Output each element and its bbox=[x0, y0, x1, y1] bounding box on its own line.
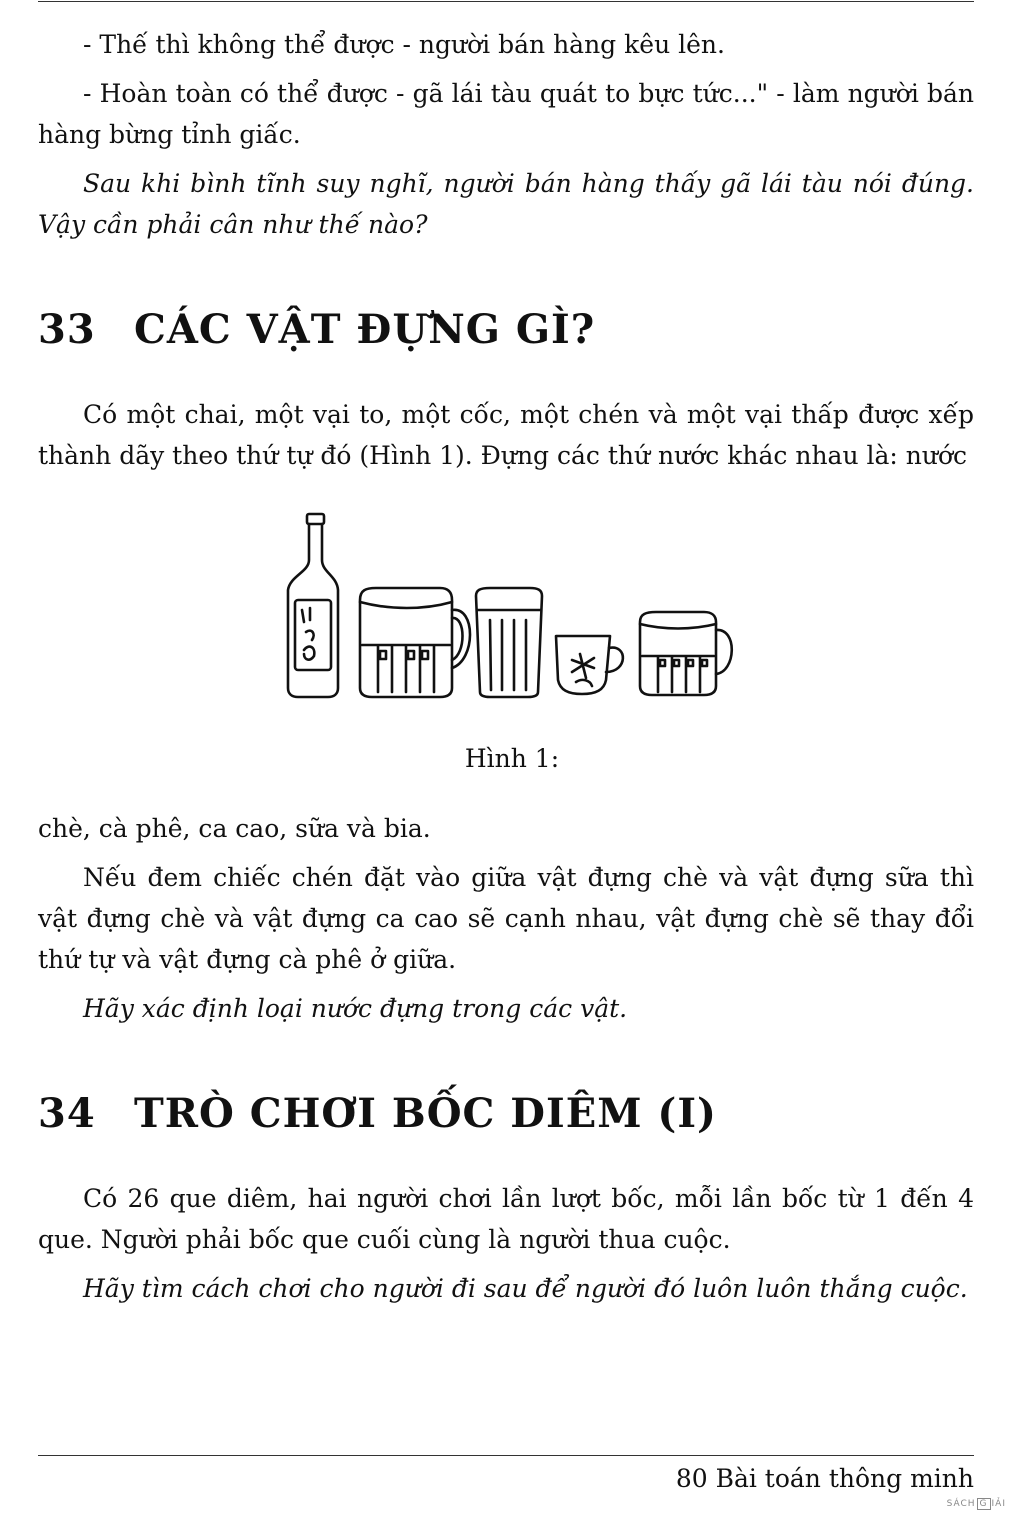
cup-illustration bbox=[556, 636, 623, 694]
publisher-logo bbox=[947, 1498, 1006, 1510]
section-34-number: 34 bbox=[38, 1090, 96, 1137]
section-34-paragraph-1: Có 26 que diêm, hai người chơi lần lượt bốc, mỗi lần bốc từ 1 đến 4 que. Người phải bốc que cuối cùng là người thua cuộc. bbox=[38, 1184, 974, 1254]
section-34-question: Hãy tìm cách chơi cho người đi sau để người đó luôn luôn thắng cuộc. bbox=[83, 1274, 968, 1303]
bottom-rule bbox=[38, 1455, 974, 1456]
dialogue-line-2: - Hoàn toàn có thể được - gã lái tàu quát to bực tức..." - làm người bán hàng bừng tỉnh giấc. bbox=[38, 79, 974, 149]
large-jug-illustration bbox=[360, 588, 470, 697]
section-33-paragraph-1: Có một chai, một vại to, một cốc, một chén và một vại thấp được xếp thành dãy theo thứ tự đó (Hình 1). Đựng các thứ nước khác nhau là: nước bbox=[38, 400, 974, 470]
top-rule bbox=[38, 1, 974, 2]
section-33-title: CÁC VẬT ĐỰNG GÌ? bbox=[134, 306, 596, 353]
figure-caption: Hình 1: bbox=[464, 744, 560, 773]
section-33-paragraph-2: chè, cà phê, ca cao, sữa và bia. bbox=[38, 814, 431, 843]
section-33-question: Hãy xác định loại nước đựng trong các vật. bbox=[83, 994, 628, 1023]
logo-box: G bbox=[977, 1498, 991, 1510]
bottle-illustration bbox=[288, 514, 338, 697]
logo-text-right: IẢI bbox=[991, 1499, 1006, 1509]
containers-illustration bbox=[280, 510, 735, 705]
section-34-heading bbox=[38, 1090, 717, 1137]
short-jug-illustration bbox=[640, 612, 732, 695]
dialogue-line-1: - Thế thì không thể được - người bán hàng kêu lên. bbox=[83, 30, 725, 59]
glass-illustration bbox=[476, 588, 542, 697]
section-33-heading bbox=[38, 306, 595, 353]
logo-text-left: SÁCH bbox=[946, 1499, 976, 1509]
section-33-paragraph-3: Nếu đem chiếc chén đặt vào giữa vật đựng chè và vật đựng sữa thì vật đựng chè và vật đựng ca cao sẽ cạnh nhau, vật đựng chè sẽ thay đổi thứ tự và vật đựng cà phê ở giữa. bbox=[38, 863, 974, 974]
section-32-question: Sau khi bình tĩnh suy nghĩ, người bán hàng thấy gã lái tàu nói đúng. Vậy cần phải cân như thế nào? bbox=[38, 169, 974, 239]
section-34-title: TRÒ CHƠI BỐC DIÊM (I) bbox=[134, 1090, 717, 1137]
footer-book-title: 80 Bài toán thông minh bbox=[675, 1464, 974, 1493]
section-33-number: 33 bbox=[38, 306, 96, 353]
